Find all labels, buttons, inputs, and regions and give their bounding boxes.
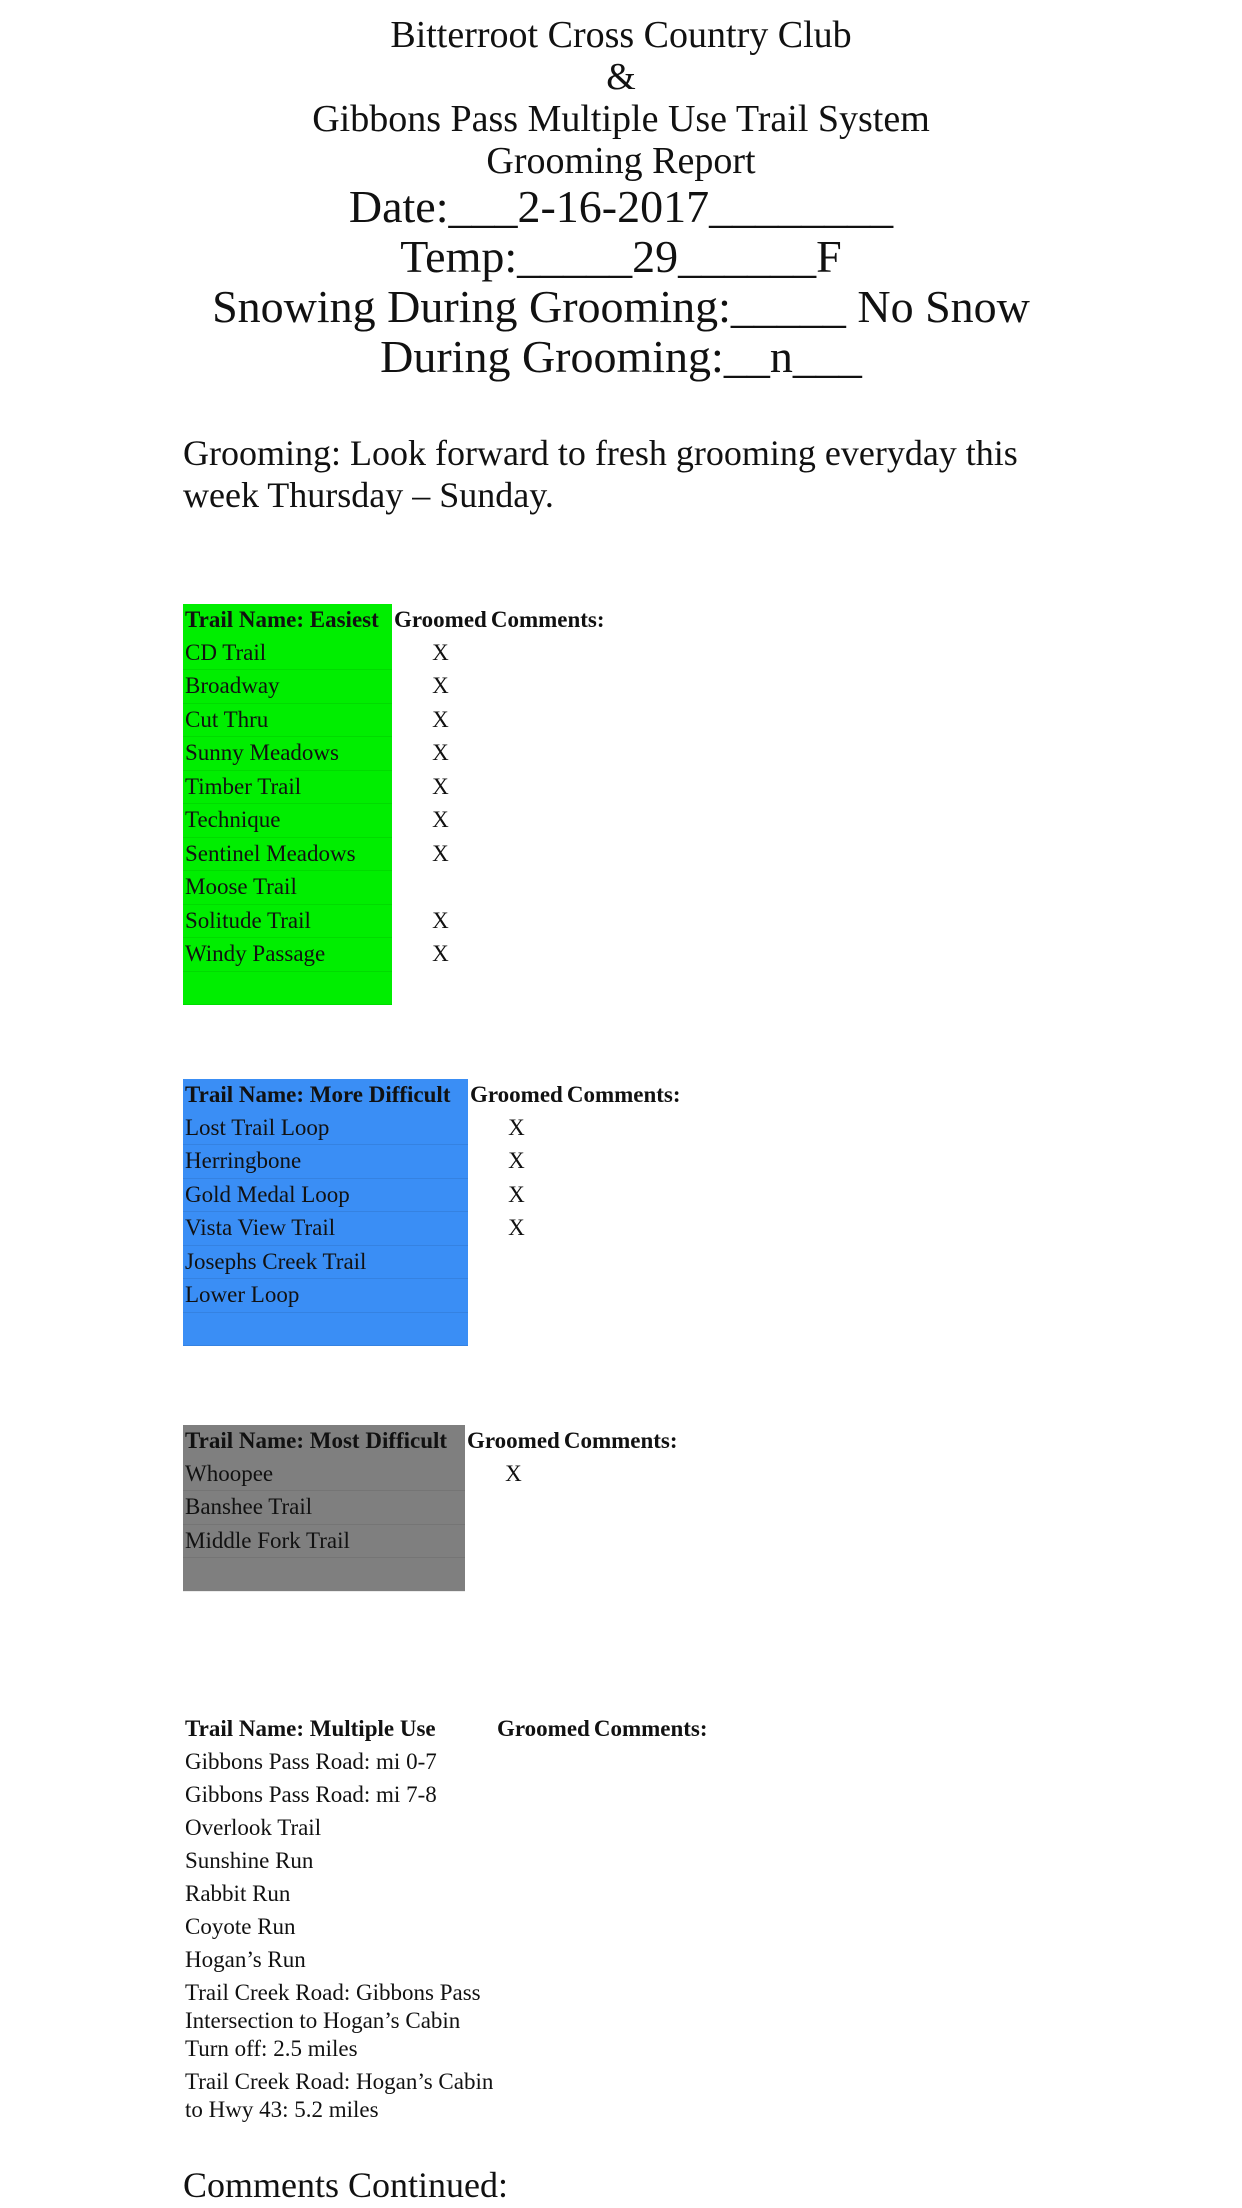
comments-cell (592, 1746, 710, 1779)
trail-name-header: Trail Name: More Difficult (183, 1079, 468, 1112)
trail-name-cell: Whoopee (183, 1458, 465, 1491)
trail-name-cell: Cut Thru (183, 703, 392, 737)
table-row (183, 1178, 683, 1212)
groomed-cell: X (505, 1461, 522, 1486)
multiple-use-trails-table (183, 1713, 710, 2127)
trail-name-cell: Windy Passage (183, 938, 392, 972)
groomed-cell: X (432, 941, 449, 967)
trail-name-cell (183, 1558, 465, 1592)
trail-name-cell: Trail Creek Road: Hogan’s Cabin to Hwy 43: 5.2 miles (185, 2069, 494, 2122)
comments-cell (489, 904, 607, 938)
trail-name-cell: Rabbit Run (185, 1881, 291, 1906)
comments-cell (562, 1491, 680, 1525)
table-row (183, 637, 607, 670)
groomed-cell (497, 1911, 592, 1944)
groomed-header: Groomed (467, 1428, 560, 1454)
club-title: Bitterroot Cross Country Club (390, 14, 852, 56)
comments-cell (489, 804, 607, 838)
table-row (183, 971, 607, 1005)
table-header-row (183, 604, 607, 637)
groomed-cell (497, 1944, 592, 1977)
comments-cell (489, 670, 607, 704)
trail-name-cell: Technique (183, 804, 392, 838)
trail-name-cell: Broadway (183, 670, 392, 704)
table-row (183, 837, 607, 871)
comments-cell (565, 1145, 683, 1179)
groomed-header: Groomed (470, 1082, 563, 1108)
comments-header: Comments: (593, 1716, 708, 1741)
groomed-cell (468, 1312, 565, 1346)
trail-name-cell: Solitude Trail (183, 904, 392, 938)
groomed-cell (465, 1491, 562, 1525)
trail-name-cell: Gibbons Pass Road: mi 7-8 (185, 1782, 437, 1807)
trail-name-cell: Herringbone (183, 1145, 468, 1179)
trail-name-header: Trail Name: Multiple Use (185, 1716, 436, 1741)
groomed-cell (497, 1779, 592, 1812)
table-row (183, 1212, 683, 1246)
table-row (183, 1944, 710, 1977)
more-difficult-trails-table (183, 1079, 683, 1346)
table-row (183, 1878, 710, 1911)
comments-cell (592, 1779, 710, 1812)
table-row (183, 1746, 710, 1779)
trail-name-cell: Sentinel Meadows (183, 837, 392, 871)
comments-cell (592, 1944, 710, 1977)
table-row (183, 1312, 683, 1346)
table-row (183, 904, 607, 938)
trail-name-cell: Josephs Creek Trail (183, 1245, 468, 1279)
trail-name-cell: Middle Fork Trail (183, 1524, 465, 1558)
comments-continued-label: Comments Continued: (183, 2165, 509, 2205)
trail-name-header: Trail Name: Easiest (183, 604, 392, 637)
table-row (183, 1845, 710, 1878)
groomed-cell: X (432, 807, 449, 833)
comments-cell (489, 770, 607, 804)
groomed-cell: X (432, 640, 449, 665)
trail-name-cell: Lower Loop (183, 1279, 468, 1313)
groomed-cell (465, 1558, 562, 1592)
groomed-cell: X (432, 907, 449, 933)
comments-cell (565, 1178, 683, 1212)
more-difficult-trails-body (183, 1112, 683, 1346)
trail-name-cell (183, 971, 392, 1005)
table-row (183, 703, 607, 737)
most-difficult-trails-body (183, 1458, 680, 1592)
groomed-cell (497, 1977, 592, 2066)
table-row (183, 1558, 680, 1592)
report-temp: Temp:_____29______F (400, 231, 842, 282)
table-row (183, 1279, 683, 1313)
groomed-cell: X (432, 740, 449, 766)
comments-cell (489, 703, 607, 737)
comments-cell (565, 1245, 683, 1279)
comments-cell (562, 1558, 680, 1592)
trail-name-cell: Timber Trail (183, 770, 392, 804)
comments-cell (562, 1524, 680, 1558)
trail-name-cell: Lost Trail Loop (183, 1112, 468, 1145)
report-title: Grooming Report (486, 140, 756, 182)
groomed-cell: X (508, 1181, 525, 1207)
groomed-cell (497, 1878, 592, 1911)
comments-cell (489, 971, 607, 1005)
trail-name-cell: Sunny Meadows (183, 737, 392, 771)
table-row (183, 1491, 680, 1525)
groomed-cell: X (508, 1115, 525, 1140)
report-date: Date:___2-16-2017________ (348, 181, 894, 232)
groomed-cell (468, 1245, 565, 1279)
easiest-trails-body (183, 637, 607, 1005)
groomed-cell (392, 871, 489, 905)
comments-cell (592, 1845, 710, 1878)
trail-system-title: Gibbons Pass Multiple Use Trail System (312, 98, 930, 140)
table-row (183, 804, 607, 838)
ampersand: & (606, 56, 636, 98)
trail-name-cell: Overlook Trail (185, 1815, 322, 1840)
table-row (183, 1977, 710, 2066)
comments-cell (592, 1812, 710, 1845)
table-row (183, 1245, 683, 1279)
comments-header: Comments: (566, 1082, 681, 1108)
trail-name-cell: Coyote Run (185, 1914, 296, 1939)
table-row (183, 770, 607, 804)
groomed-header: Groomed (394, 607, 487, 633)
comments-cell (565, 1279, 683, 1313)
trail-name-cell: Moose Trail (183, 871, 392, 905)
most-difficult-trails-table (183, 1425, 680, 1592)
groomed-cell (497, 2066, 592, 2127)
groomed-cell (497, 1746, 592, 1779)
table-row (183, 1812, 710, 1845)
table-row (183, 670, 607, 704)
groomed-cell: X (432, 706, 449, 732)
table-header-row (183, 1079, 683, 1112)
comments-cell (489, 737, 607, 771)
comments-cell (489, 837, 607, 871)
grooming-note: Grooming: Look forward to fresh grooming everyday this week Thursday – Sunday. (183, 433, 1018, 515)
trail-name-cell (183, 1312, 468, 1346)
multiple-use-trails-body (183, 1746, 710, 2127)
trail-name-cell: Banshee Trail (183, 1491, 465, 1525)
groomed-cell (465, 1524, 562, 1558)
groomed-cell: X (432, 773, 449, 799)
comments-cell (565, 1112, 683, 1145)
groomed-cell (468, 1279, 565, 1313)
trail-name-cell: Vista View Trail (183, 1212, 468, 1246)
table-row (183, 2066, 710, 2127)
groomed-cell (392, 971, 489, 1005)
report-header (0, 14, 1242, 382)
trail-name-header: Trail Name: Most Difficult (183, 1425, 465, 1458)
groomed-cell: X (432, 673, 449, 699)
comments-cell (489, 938, 607, 972)
groomed-cell: X (432, 840, 449, 866)
comments-header: Comments: (563, 1428, 678, 1454)
trail-name-cell: CD Trail (183, 637, 392, 670)
table-header-row (183, 1425, 680, 1458)
comments-cell (489, 871, 607, 905)
groomed-cell: X (508, 1215, 525, 1241)
table-row (183, 1524, 680, 1558)
table-row (183, 871, 607, 905)
comments-cell (592, 1878, 710, 1911)
easiest-trails-table (183, 604, 607, 1005)
table-row (183, 1145, 683, 1179)
table-row (183, 1458, 680, 1491)
trail-name-cell: Gibbons Pass Road: mi 0-7 (185, 1749, 437, 1774)
comments-cell (592, 2066, 710, 2127)
groomed-cell (497, 1845, 592, 1878)
trail-name-cell: Trail Creek Road: Gibbons Pass Intersection to Hogan’s Cabin Turn off: 2.5 miles (185, 1980, 481, 2061)
trail-name-cell: Hogan’s Run (185, 1947, 306, 1972)
table-row (183, 1112, 683, 1145)
comments-cell (592, 1977, 710, 2066)
table-row (183, 1911, 710, 1944)
during-grooming-status: During Grooming:__n___ (380, 331, 862, 382)
groomed-header: Groomed (497, 1716, 590, 1741)
groomed-cell (497, 1812, 592, 1845)
comments-cell (592, 1911, 710, 1944)
trail-name-cell: Sunshine Run (185, 1848, 314, 1873)
table-row (183, 737, 607, 771)
comments-cell (565, 1212, 683, 1246)
table-header-row (183, 1713, 710, 1746)
snowing-status: Snowing During Grooming:_____ No Snow (212, 281, 1030, 332)
table-row (183, 1779, 710, 1812)
comments-cell (562, 1458, 680, 1491)
groomed-cell: X (508, 1148, 525, 1174)
trail-name-cell: Gold Medal Loop (183, 1178, 468, 1212)
comments-cell (565, 1312, 683, 1346)
table-row (183, 938, 607, 972)
comments-cell (489, 637, 607, 670)
comments-header: Comments: (490, 607, 605, 633)
